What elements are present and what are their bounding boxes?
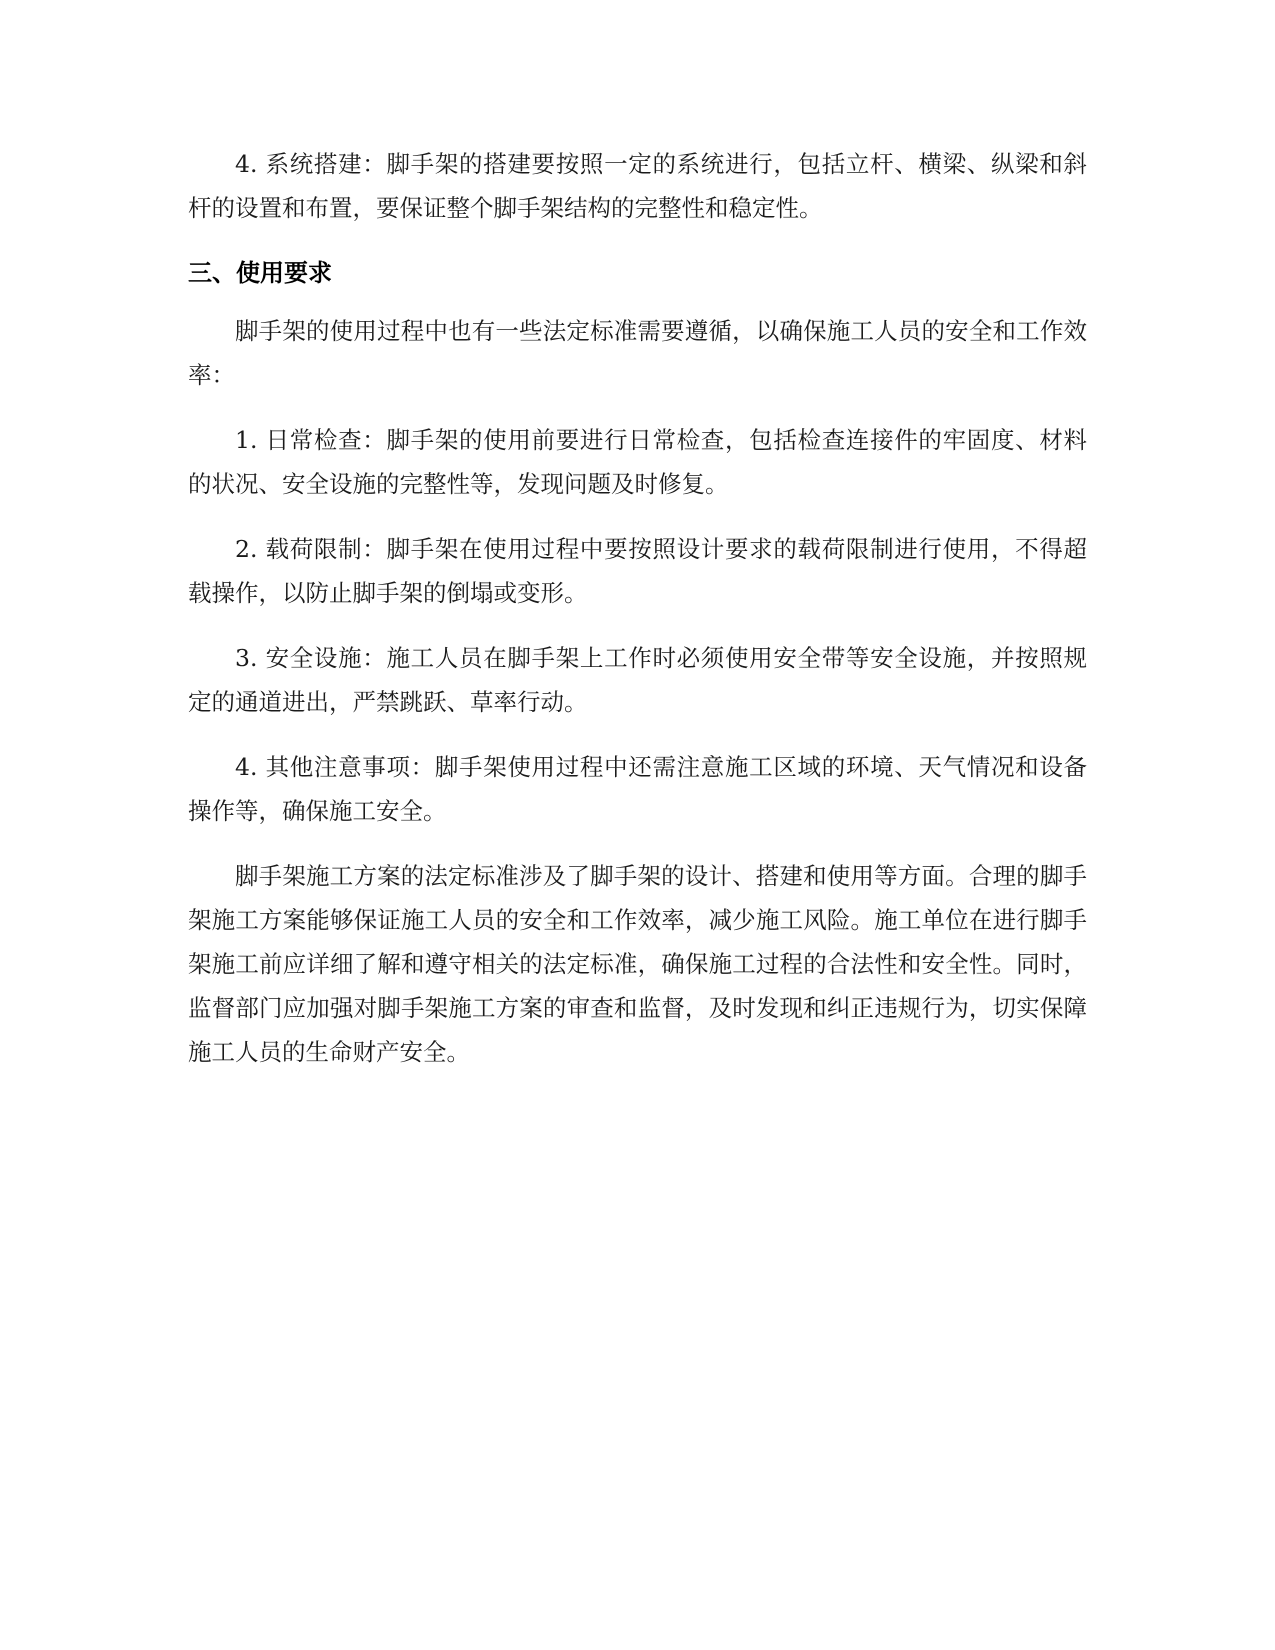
list-item-daily-inspection: 1. 日常检查：脚手架的使用前要进行日常检查，包括检查连接件的牢固度、材料的状况、安全设施的完整性等，发现问题及时修复。: [188, 426, 1087, 498]
paragraph-system-construction: 4. 系统搭建：脚手架的搭建要按照一定的系统进行，包括立杆、横梁、纵梁和斜杆的设置和布置，要保证整个脚手架结构的完整性和稳定性。: [188, 150, 1087, 222]
paragraph-conclusion: 脚手架施工方案的法定标准涉及了脚手架的设计、搭建和使用等方面。合理的脚手架施工方案能够保证施工人员的安全和工作效率，减少施工风险。施工单位在进行脚手架施工前应详细了解和遵守相关的法定标准，确保施工过程的合法性和安全性。同时，监督部门应加强对脚手架施工方案的审查和监督，及时发现和纠正违规行为，切实保障施工人员的生命财产安全。: [188, 862, 1087, 1066]
document-body: [188, 142, 1087, 1095]
section-heading-usage-requirements: 三、使用要求: [188, 259, 332, 287]
list-item-safety-facilities: 3. 安全设施：施工人员在脚手架上工作时必须使用安全带等安全设施，并按照规定的通道进出，严禁跳跃、草率行动。: [188, 644, 1087, 716]
list-item-load-limit: 2. 载荷限制：脚手架在使用过程中要按照设计要求的载荷限制进行使用，不得超载操作，以防止脚手架的倒塌或变形。: [188, 535, 1087, 607]
paragraph-usage-intro: 脚手架的使用过程中也有一些法定标准需要遵循，以确保施工人员的安全和工作效率：: [188, 317, 1087, 389]
list-item-other-notes: 4. 其他注意事项：脚手架使用过程中还需注意施工区域的环境、天气情况和设备操作等，确保施工安全。: [188, 753, 1087, 825]
